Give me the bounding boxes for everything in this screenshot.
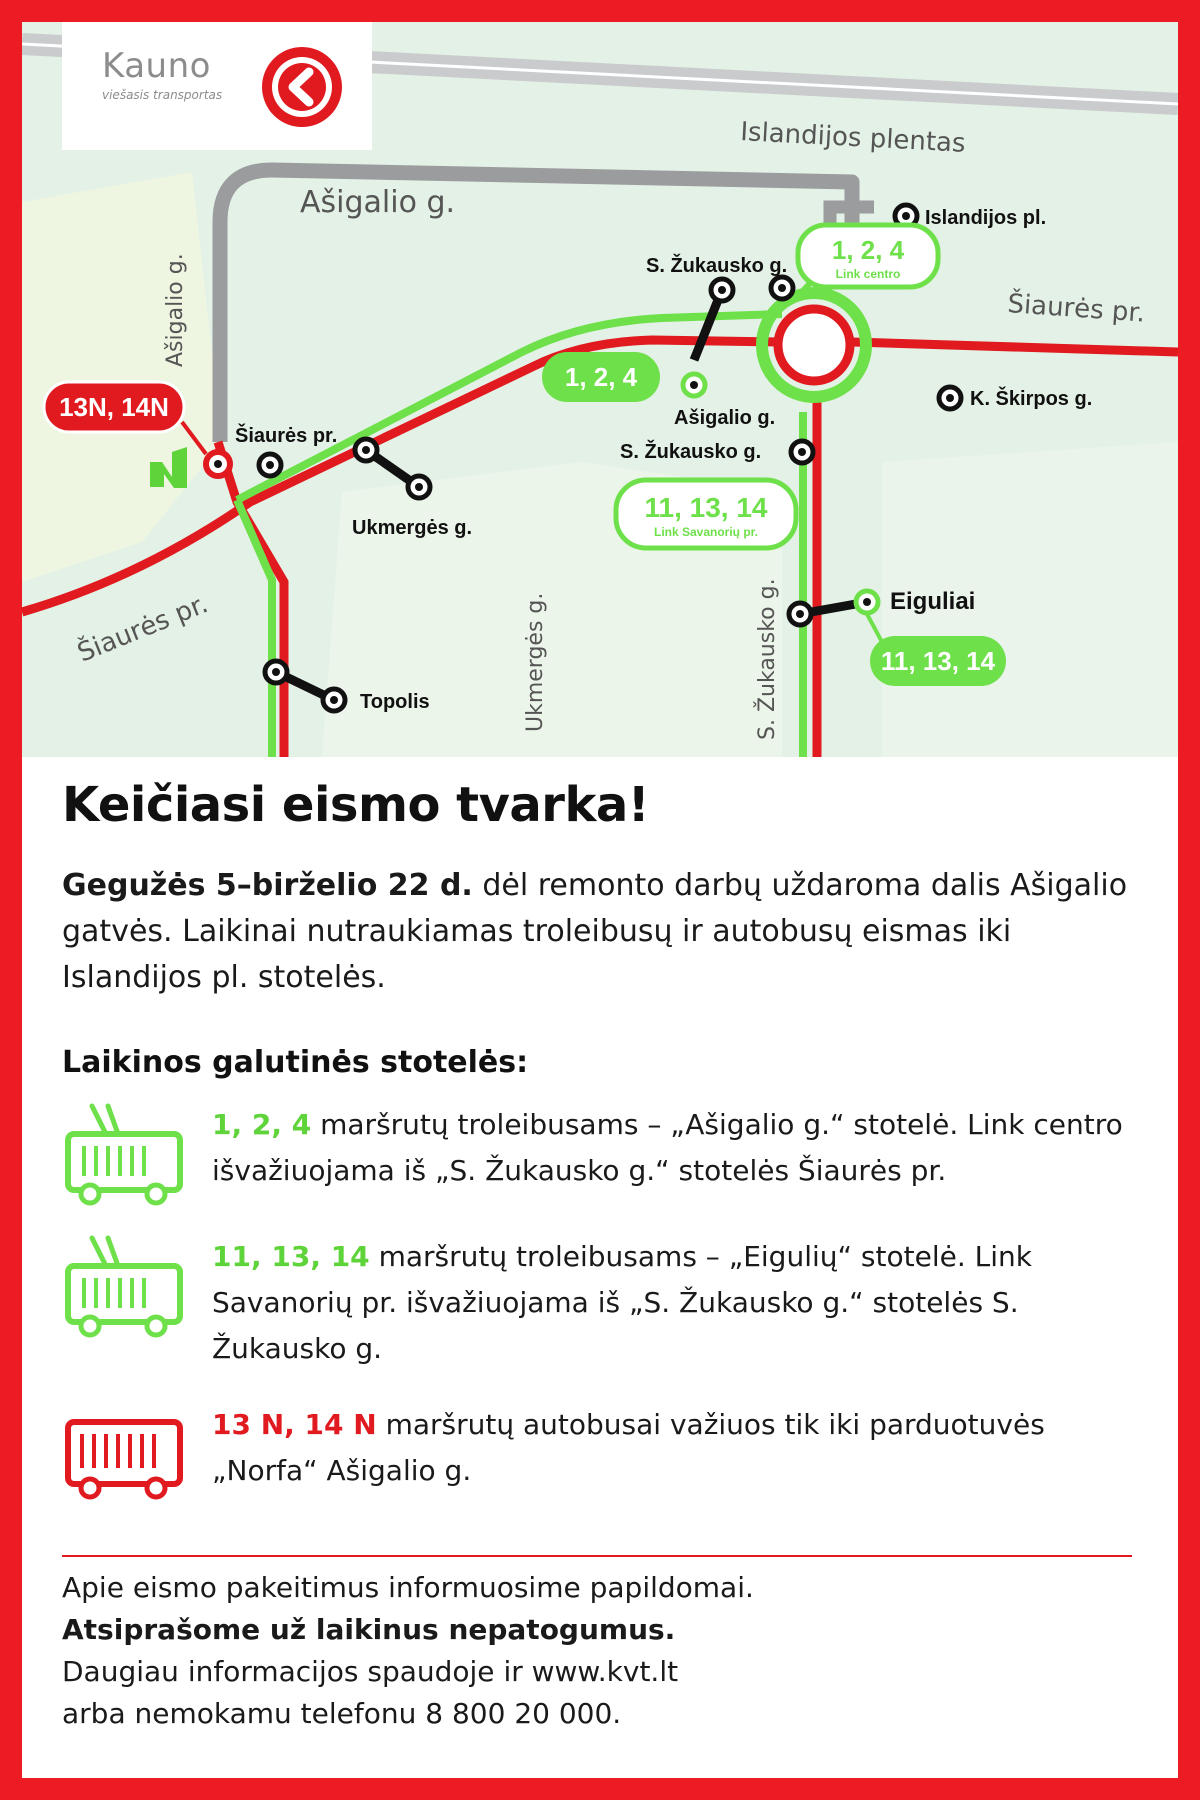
street-label-siaures-right: Šiaurės pr. (1006, 289, 1146, 329)
list-item (62, 1234, 1142, 1372)
list-item (62, 1102, 1142, 1212)
street-label-islandijos: Islandijos plentas (739, 117, 967, 159)
street-label-zukausko: S. Žukausko g. (755, 578, 780, 740)
stop-label-zukausko-mid: S. Žukausko g. (620, 441, 762, 463)
street-label-asigalio-vertical: Ašigalio g. (163, 253, 188, 367)
intro-text: dėl remonto darbų uždaroma dalis Ašigalio gatvės. Laikinai nutraukiamas troleibusų ir autobusų eismas iki Islandijos pl. stotelės. (62, 868, 1128, 995)
list-item (62, 1402, 1142, 1512)
svg-text:1, 2, 4: 1, 2, 4 (831, 235, 905, 265)
stop-label-ukmerges: Ukmergės g. (352, 517, 473, 539)
roundabout-red (778, 309, 850, 381)
intro-paragraph (62, 863, 1142, 1001)
badge-124 (542, 352, 660, 402)
routes-label: 1, 2, 4 (212, 1108, 312, 1141)
stop-label-islandijos: Islandijos pl. (925, 207, 1047, 229)
intro-dates: Gegužės 5–birželio 22 d. (62, 868, 473, 903)
footer-line: Apie eismo pakeitimus informuosime papildomai. (62, 1571, 754, 1604)
svg-text:11, 13, 14: 11, 13, 14 (880, 646, 996, 676)
svg-text:Link centro: Link centro (835, 267, 901, 281)
badge-124-centro (798, 225, 938, 287)
svg-text:11, 13, 14: 11, 13, 14 (644, 492, 768, 523)
street-label-siaures-left: Šiaurės pr. (73, 589, 213, 669)
logo-brand: Kauno (102, 46, 211, 86)
footer-line: Daugiau informacijos spaudoje ir www.kvt.lt (62, 1655, 679, 1688)
trolleybus-icon (62, 1234, 186, 1344)
footer (62, 1567, 1142, 1735)
routes-label: 13 N, 14 N (212, 1408, 377, 1441)
stop-label-siaures: Šiaurės pr. (235, 425, 338, 447)
svg-text:1, 2, 4: 1, 2, 4 (564, 362, 638, 392)
subhead: Laikinos galutinės stotelės: (62, 1045, 529, 1080)
stop-label-topolis: Topolis (360, 691, 430, 713)
stop-label-asigalio: Ašigalio g. (674, 407, 776, 429)
svg-text:13N, 14N: 13N, 14N (59, 392, 169, 422)
svg-text:Link Savanorių pr.: Link Savanorių pr. (653, 525, 759, 539)
street-label-asigalio-top: Ašigalio g. (300, 185, 456, 220)
street-label-ukmerges: Ukmergės g. (523, 592, 548, 732)
stop-label-zukausko-top: S. Žukausko g. (646, 255, 788, 277)
trolleybus-icon (62, 1102, 186, 1212)
routes-label: 11, 13, 14 (212, 1240, 370, 1273)
stop-label-skirpos: K. Škirpos g. (970, 388, 1093, 410)
notice-text (62, 777, 1142, 1512)
headline: Keičiasi eismo tvarka! (62, 777, 650, 833)
kvt-logo-icon (257, 42, 347, 132)
logo-subtitle: viešasis transportas (102, 88, 223, 102)
item-text: maršrutų troleibusams – „Ašigalio g.“ stotelė. Link centro išvažiuojama iš „S. Žukausko g.“ stotelės Šiaurės pr. (212, 1108, 1123, 1187)
item-text: maršrutų troleibusams – „Eigulių“ stotelė. Link Savanorių pr. išvažiuojama iš „S. Žukausko g.“ stotelės S. Žukausko g. (212, 1240, 1032, 1365)
bus-icon (62, 1402, 186, 1512)
item-text: maršrutų autobusai važiuos tik iki parduotuvės „Norfa“ Ašigalio g. (212, 1408, 1045, 1487)
badge-13n14n (44, 382, 184, 432)
poster (22, 22, 1178, 1778)
footer-apology: Atsiprašome už laikinus nepatogumus. (62, 1613, 676, 1646)
route-map (22, 22, 1178, 757)
stop-label-eiguliai: Eiguliai (890, 588, 976, 615)
logo (62, 22, 372, 150)
badge-111314-savanoriu (616, 480, 796, 548)
footer-line: arba nemokamu telefonu 8 800 20 000. (62, 1697, 622, 1730)
divider (62, 1555, 1132, 1557)
badge-111314 (870, 636, 1006, 686)
